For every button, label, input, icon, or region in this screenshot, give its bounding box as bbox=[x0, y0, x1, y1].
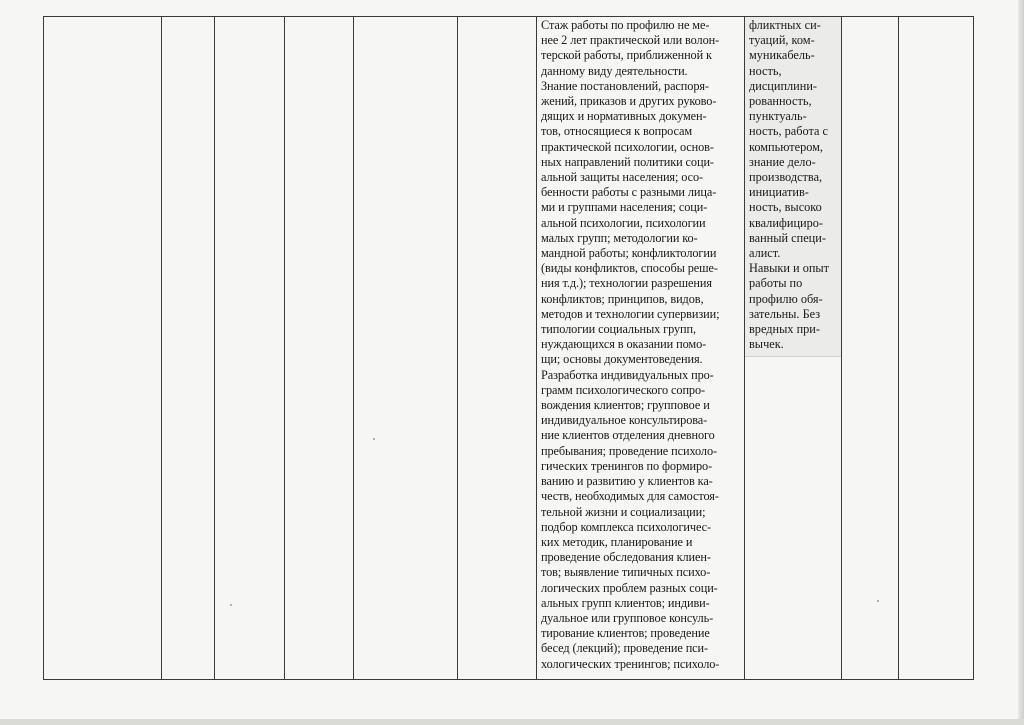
text-line: ность, высоко bbox=[749, 200, 822, 215]
vacancy-table bbox=[43, 16, 974, 680]
table-row bbox=[44, 17, 974, 680]
text-line: жений, приказов и других руково- bbox=[541, 94, 717, 109]
text-line: малых групп; методологии ко- bbox=[541, 230, 698, 245]
text-line: квалифициро- bbox=[749, 215, 824, 230]
text-line: бенности работы с разными лица- bbox=[541, 185, 717, 200]
text-line: бесед (лекций); проведение пси- bbox=[541, 641, 709, 656]
table-cell-col9 bbox=[842, 17, 899, 680]
text-line: ких методик, планирование и bbox=[541, 534, 693, 549]
text-line: муникабель- bbox=[749, 48, 815, 63]
text-line: подбор комплекса психологичес- bbox=[541, 519, 711, 534]
text-line: вредных при- bbox=[749, 322, 820, 337]
text-line: альных групп клиентов; индиви- bbox=[541, 595, 710, 610]
text-line: Разработка индивидуальных про- bbox=[541, 367, 714, 382]
text-line: конфликтов; принципов, видов, bbox=[541, 291, 704, 306]
text-line: фликтных си- bbox=[749, 18, 821, 32]
text-line: туаций, ком- bbox=[749, 33, 815, 48]
text-line: ние клиентов отделения дневного bbox=[541, 428, 715, 443]
text-line: ми и группами населения; соци- bbox=[541, 200, 708, 215]
description-text bbox=[537, 17, 744, 672]
text-line: хологических тренингов; психоло- bbox=[541, 656, 720, 671]
table-cell-col5 bbox=[354, 17, 458, 680]
text-line: альной психологии, психологии bbox=[541, 215, 706, 230]
text-line: мандной работы; конфликтологии bbox=[541, 246, 717, 261]
text-line: Навыки и опыт bbox=[749, 261, 830, 276]
text-line: грамм психологического сопро- bbox=[541, 382, 706, 397]
text-line: проведение обследования клиен- bbox=[541, 550, 711, 565]
text-line: компьютером, bbox=[749, 139, 824, 154]
text-line: пунктуаль- bbox=[749, 109, 807, 124]
table-cell-col10 bbox=[899, 17, 974, 680]
text-line: дящих и нормативных докумен- bbox=[541, 109, 707, 124]
text-line: логических проблем разных соци- bbox=[541, 580, 718, 595]
text-line: пребывания; проведение психоло- bbox=[541, 443, 717, 458]
requirements-text bbox=[745, 17, 841, 357]
text-line: типологии социальных групп, bbox=[541, 322, 696, 337]
scan-edge-bottom bbox=[0, 719, 1024, 725]
text-line: данному виду деятельности. bbox=[541, 63, 688, 78]
text-line: рованность, bbox=[749, 94, 812, 109]
text-line: ность, работа с bbox=[749, 124, 828, 139]
text-line: знание дело- bbox=[749, 154, 816, 169]
qualification-paragraph bbox=[541, 18, 741, 79]
table-cell-col1 bbox=[44, 17, 162, 680]
scan-speck bbox=[230, 604, 232, 606]
text-line: альной защиты населения; осо- bbox=[541, 170, 704, 185]
table-cell-requirements bbox=[745, 17, 842, 680]
text-line: тов; выявление типичных психо- bbox=[541, 565, 711, 580]
text-line: Знание постановлений, распоря- bbox=[541, 78, 709, 93]
text-line: дуальное или групповое консуль- bbox=[541, 610, 714, 625]
text-line: ность, bbox=[749, 63, 782, 78]
text-line: работы по bbox=[749, 276, 803, 291]
text-line: тельной жизни и социализации; bbox=[541, 504, 706, 519]
table-cell-col2 bbox=[162, 17, 215, 680]
text-line: инициатив- bbox=[749, 185, 809, 200]
knowledge-paragraph bbox=[541, 79, 741, 368]
text-line: нее 2 лет практической или волон- bbox=[541, 33, 720, 48]
text-line: ния т.д.); технологии разрешения bbox=[541, 276, 712, 291]
text-line: нуждающихся в оказании помо- bbox=[541, 337, 707, 352]
duties-paragraph bbox=[541, 368, 741, 672]
text-line: (виды конфликтов, способы реше- bbox=[541, 261, 718, 276]
text-line: профилю обя- bbox=[749, 291, 823, 306]
table-cell-col6 bbox=[458, 17, 537, 680]
text-line: тирование клиентов; проведение bbox=[541, 626, 710, 641]
scan-speck bbox=[877, 600, 879, 602]
text-line: зательны. Без bbox=[749, 306, 821, 321]
text-line: ванию и развитию у клиентов ка- bbox=[541, 474, 713, 489]
text-line: алист. bbox=[749, 246, 781, 261]
text-line: вычек. bbox=[749, 337, 784, 352]
scan-speck bbox=[373, 438, 375, 440]
scan-edge-right bbox=[1018, 0, 1024, 725]
text-line: дисциплини- bbox=[749, 78, 818, 93]
text-line: честв, необходимых для самостоя- bbox=[541, 489, 719, 504]
text-line: ных направлений политики соци- bbox=[541, 154, 714, 169]
text-line: Стаж работы по профилю не ме- bbox=[541, 18, 710, 32]
text-line: практической психологии, основ- bbox=[541, 139, 714, 154]
text-line: индивидуальное консультирова- bbox=[541, 413, 708, 428]
table-cell-col4 bbox=[285, 17, 354, 680]
text-line: терской работы, приближенной к bbox=[541, 48, 712, 63]
text-line: производства, bbox=[749, 170, 823, 185]
table-cell-col3 bbox=[215, 17, 285, 680]
text-line: методов и технологии супервизии; bbox=[541, 306, 720, 321]
text-line: тов, относящиеся к вопросам bbox=[541, 124, 693, 139]
text-line: гических тренингов по формиро- bbox=[541, 458, 713, 473]
text-line: щи; основы документоведения. bbox=[541, 352, 703, 367]
table-cell-description bbox=[537, 17, 745, 680]
text-line: вождения клиентов; групповое и bbox=[541, 398, 710, 413]
text-line: ванный специ- bbox=[749, 230, 826, 245]
